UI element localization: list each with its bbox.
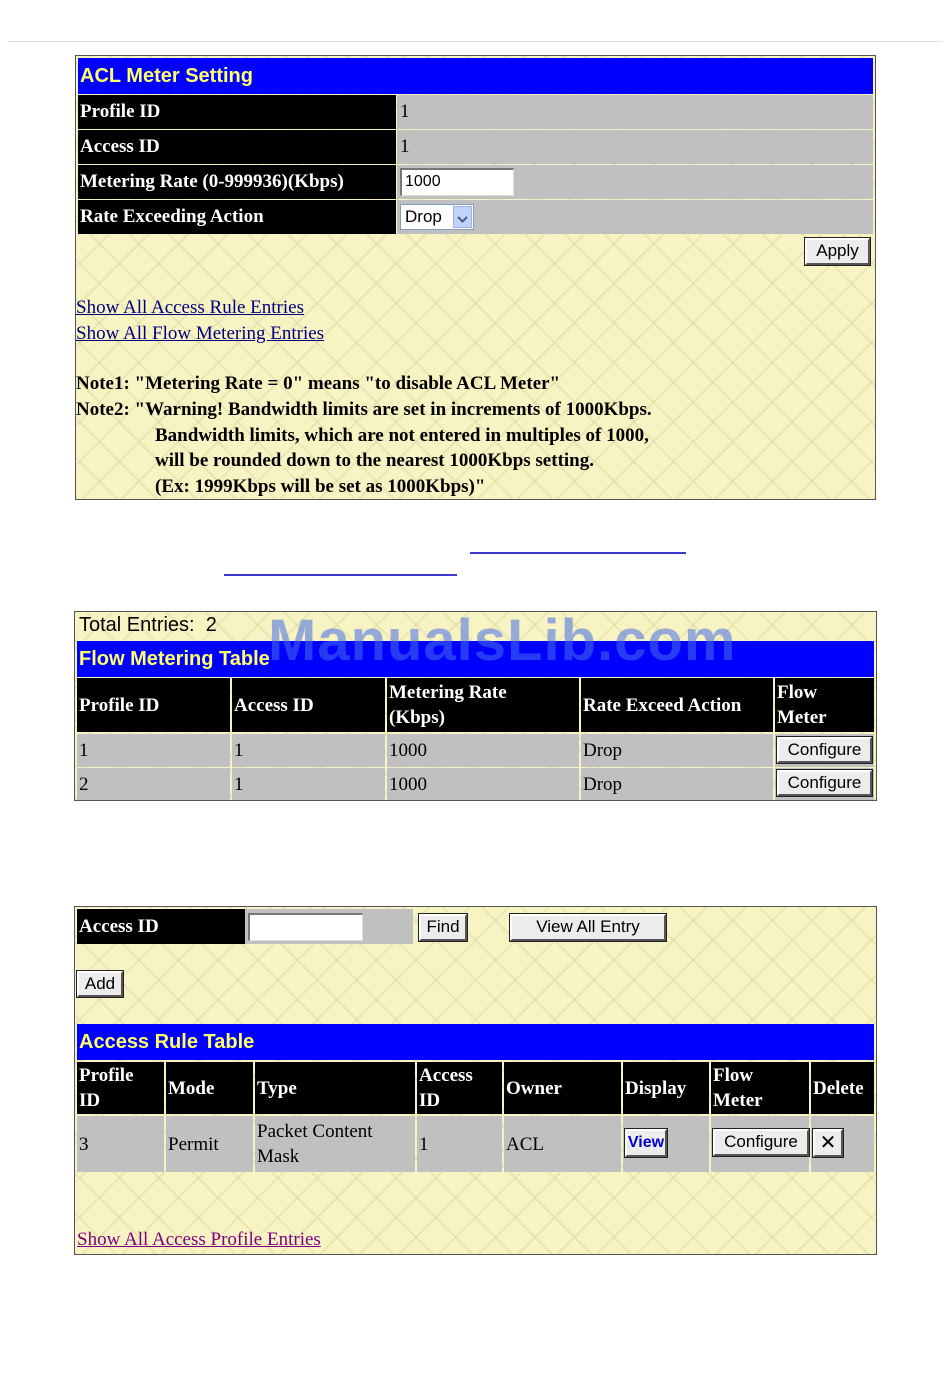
- row1-rate-exceed-action: Drop: [581, 734, 773, 767]
- watermark-text: ManualsLib.com: [268, 608, 737, 673]
- note-2-line-2: Bandwidth limits, which are not entered in multiples of 1000,: [155, 425, 649, 446]
- rate-action-label: Rate Exceeding Action: [78, 200, 396, 234]
- rule-flow-meter-cell: [711, 1116, 809, 1172]
- row1-metering-rate: 1000: [387, 734, 579, 767]
- col-header-flow-meter: Flow Meter: [775, 678, 874, 732]
- rule-display-cell: [623, 1116, 709, 1172]
- total-entries-label: Total Entries: 2: [79, 614, 217, 636]
- row2-access-id: 1: [232, 768, 385, 800]
- flow-metering-table-title: Flow Metering Table: [77, 641, 874, 677]
- show-all-access-rule-entries-link[interactable]: Show All Access Rule Entries: [76, 297, 304, 318]
- rate-action-select[interactable]: [400, 204, 474, 230]
- rule-type: Packet Content Mask: [255, 1116, 415, 1172]
- find-button[interactable]: Find: [419, 914, 467, 941]
- show-all-access-profile-entries-link[interactable]: Show All Access Profile Entries: [77, 1229, 321, 1250]
- access-id-row: [78, 130, 873, 164]
- col-header-rate-exceed-action: Rate Exceed Action: [581, 678, 773, 732]
- profile-id-label: Profile ID: [78, 95, 396, 129]
- rule-profile-id: 3: [77, 1116, 164, 1172]
- access-rule-table-title: Access Rule Table: [77, 1024, 874, 1060]
- col-header-profile-id: Profile ID: [77, 1062, 164, 1114]
- rule-mode: Permit: [166, 1116, 253, 1172]
- rate-action-row: [78, 200, 873, 234]
- note-1: Note1: "Metering Rate = 0" means "to disable ACL Meter": [76, 373, 561, 394]
- rate-action-cell: [397, 200, 873, 234]
- underline-remnant-2: [224, 574, 457, 576]
- col-header-type: Type: [255, 1062, 415, 1114]
- chevron-down-icon[interactable]: [453, 206, 472, 228]
- acl-meter-setting-title: ACL Meter Setting: [78, 58, 873, 94]
- view-all-entry-button[interactable]: View All Entry: [510, 914, 666, 941]
- row2-configure-button[interactable]: Configure: [777, 770, 872, 796]
- col-header-flow-meter: Flow Meter: [711, 1062, 809, 1114]
- row1-profile-id: 1: [77, 734, 230, 767]
- show-all-flow-metering-entries-link[interactable]: Show All Flow Metering Entries: [76, 323, 325, 344]
- rule-configure-button[interactable]: Configure: [713, 1129, 809, 1156]
- col-header-mode: Mode: [166, 1062, 253, 1114]
- row2-flow-meter-cell: [775, 768, 874, 800]
- col-header-owner: Owner: [504, 1062, 621, 1114]
- metering-rate-cell: [397, 165, 873, 199]
- access-id-label: Access ID: [78, 130, 396, 164]
- page-top-rule: [8, 41, 942, 42]
- access-rule-panel: [74, 906, 877, 1255]
- rule-owner: ACL: [504, 1116, 621, 1172]
- note-2-line-3: will be rounded down to the nearest 1000Kbps setting.: [155, 450, 594, 471]
- metering-rate-label: Metering Rate (0-999936)(Kbps): [78, 165, 396, 199]
- row1-configure-button[interactable]: Configure: [777, 737, 872, 763]
- col-header-display: Display: [623, 1062, 709, 1114]
- row1-access-id: 1: [232, 734, 385, 767]
- row2-metering-rate: 1000: [387, 768, 579, 800]
- col-header-delete: Delete: [811, 1062, 874, 1114]
- col-header-access-id: Access ID: [232, 678, 385, 732]
- metering-rate-input[interactable]: 1000: [400, 168, 514, 196]
- note-2-line-4: (Ex: 1999Kbps will be set as 1000Kbps)": [155, 476, 486, 497]
- metering-rate-row: [78, 165, 873, 199]
- col-header-access-id: Access ID: [417, 1062, 502, 1114]
- delete-icon[interactable]: ✕: [813, 1129, 843, 1157]
- col-header-metering-rate: Metering Rate (Kbps): [387, 678, 579, 732]
- row2-rate-exceed-action: Drop: [581, 768, 773, 800]
- access-id-search-label: Access ID: [77, 909, 245, 944]
- access-id-search-input[interactable]: [248, 913, 363, 941]
- access-id-value: 1: [397, 130, 873, 164]
- note-2: Note2: "Warning! Bandwidth limits are set in increments of 1000Kbps.: [76, 399, 652, 420]
- row2-profile-id: 2: [77, 768, 230, 800]
- add-button[interactable]: Add: [77, 971, 123, 997]
- rule-delete-cell: [811, 1116, 874, 1172]
- rate-action-selected: Drop: [405, 207, 442, 226]
- acl-meter-setting-panel: [75, 55, 876, 500]
- row1-flow-meter-cell: [775, 734, 874, 767]
- access-id-input-cell: [245, 909, 413, 944]
- profile-id-value: 1: [397, 95, 873, 129]
- view-button[interactable]: View: [625, 1129, 667, 1157]
- underline-remnant-1: [470, 552, 686, 554]
- rule-access-id: 1: [417, 1116, 502, 1172]
- profile-id-row: [78, 95, 873, 129]
- col-header-profile-id: Profile ID: [77, 678, 230, 732]
- apply-button[interactable]: Apply: [805, 238, 870, 265]
